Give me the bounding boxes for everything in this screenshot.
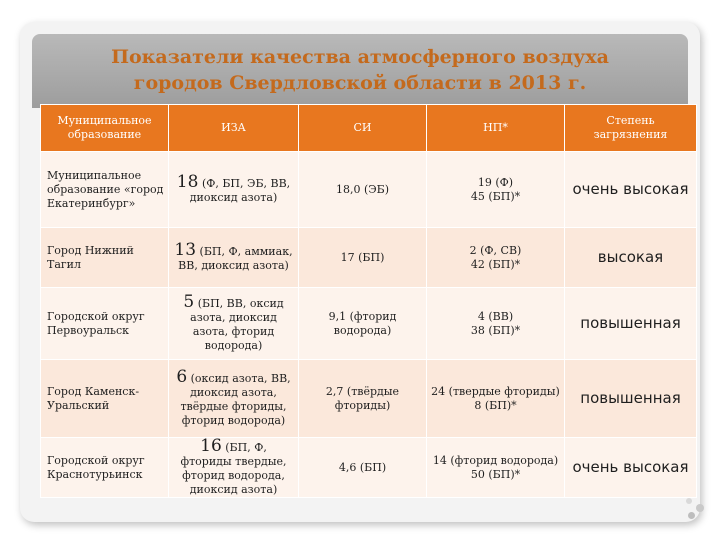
dot-shape xyxy=(686,498,692,504)
iza-value: 5 xyxy=(183,291,195,312)
dot-shape xyxy=(696,504,704,512)
iza-value: 6 xyxy=(176,366,188,387)
header-iza: ИЗА xyxy=(169,105,299,152)
iza-pollutants: (Ф, БП, ЭБ, ВВ, диоксид азота) xyxy=(189,176,291,204)
iza-pollutants: (БП, Ф, фториды твердые, фторид водорода, диоксид азота) xyxy=(180,440,287,496)
header-np: НП* xyxy=(427,105,565,152)
cell-np xyxy=(427,152,565,228)
header-degree: Степень загрязнения xyxy=(565,105,697,152)
cell-np xyxy=(427,360,565,438)
np-line-2: 8 (БП)* xyxy=(474,398,517,412)
np-line-1: 24 (твердые фториды) xyxy=(431,384,560,398)
table-row xyxy=(41,438,697,498)
table-row xyxy=(41,288,697,360)
header-si: СИ xyxy=(299,105,427,152)
cell-degree: очень высокая xyxy=(565,438,697,498)
dot-shape xyxy=(688,512,695,519)
np-line-2: 38 (БП)* xyxy=(470,323,521,337)
np-line-1: 4 (ВВ) xyxy=(477,309,514,323)
np-line-1: 2 (Ф, СВ) xyxy=(469,243,522,257)
air-quality-table xyxy=(40,104,697,498)
iza-value: 18 xyxy=(176,171,199,192)
iza-value: 13 xyxy=(174,239,197,260)
cell-degree: повышенная xyxy=(565,288,697,360)
iza-pollutants: (БП, ВВ, оксид азота, диоксид азота, фторид водорода) xyxy=(190,296,284,352)
cell-si: 2,7 (твёрдые фториды) xyxy=(299,360,427,438)
cell-iza xyxy=(169,228,299,288)
cell-np xyxy=(427,228,565,288)
header-mun: Муниципальное образование xyxy=(41,105,169,152)
table-row xyxy=(41,152,697,228)
slide-title xyxy=(32,44,688,96)
decorative-dots xyxy=(684,496,714,526)
cell-municipality: Муниципальное образование «город Екатеринбург» xyxy=(41,152,169,228)
cell-si: 9,1 (фторид водорода) xyxy=(299,288,427,360)
iza-pollutants: (БП, Ф, аммиак, ВВ, диоксид азота) xyxy=(178,244,293,272)
table-row xyxy=(41,228,697,288)
cell-municipality: Город Каменск-Уральский xyxy=(41,360,169,438)
np-line-2: 45 (БП)* xyxy=(470,189,521,203)
np-line-1: 19 (Ф) xyxy=(477,175,514,189)
cell-np xyxy=(427,438,565,498)
cell-iza xyxy=(169,152,299,228)
cell-iza xyxy=(169,435,299,498)
table-row xyxy=(41,360,697,438)
iza-value: 16 xyxy=(200,435,222,456)
table-header-row xyxy=(41,105,697,152)
np-line-1: 14 (фторид водорода) xyxy=(432,453,559,467)
cell-degree: очень высокая xyxy=(565,152,697,228)
cell-iza xyxy=(169,360,299,438)
title-line-2: городов Свердловской области в 2013 г. xyxy=(133,72,587,94)
cell-degree: высокая xyxy=(565,228,697,288)
cell-si: 4,6 (БП) xyxy=(299,438,427,498)
cell-si: 17 (БП) xyxy=(299,228,427,288)
cell-municipality: Городской округ Краснотурьинск xyxy=(41,438,169,498)
cell-si: 18,0 (ЭБ) xyxy=(299,152,427,228)
np-line-2: 42 (БП)* xyxy=(470,257,521,271)
cell-municipality: Городской округ Первоуральск xyxy=(41,288,169,360)
cell-iza xyxy=(169,288,299,360)
iza-pollutants: (оксид азота, ВВ, диоксид азота, твёрдые фториды, фторид водорода) xyxy=(180,371,291,427)
title-line-1: Показатели качества атмосферного воздуха xyxy=(111,46,609,68)
cell-municipality: Город Нижний Тагил xyxy=(41,228,169,288)
np-line-2: 50 (БП)* xyxy=(470,467,521,481)
cell-degree: повышенная xyxy=(565,360,697,438)
cell-np xyxy=(427,288,565,360)
